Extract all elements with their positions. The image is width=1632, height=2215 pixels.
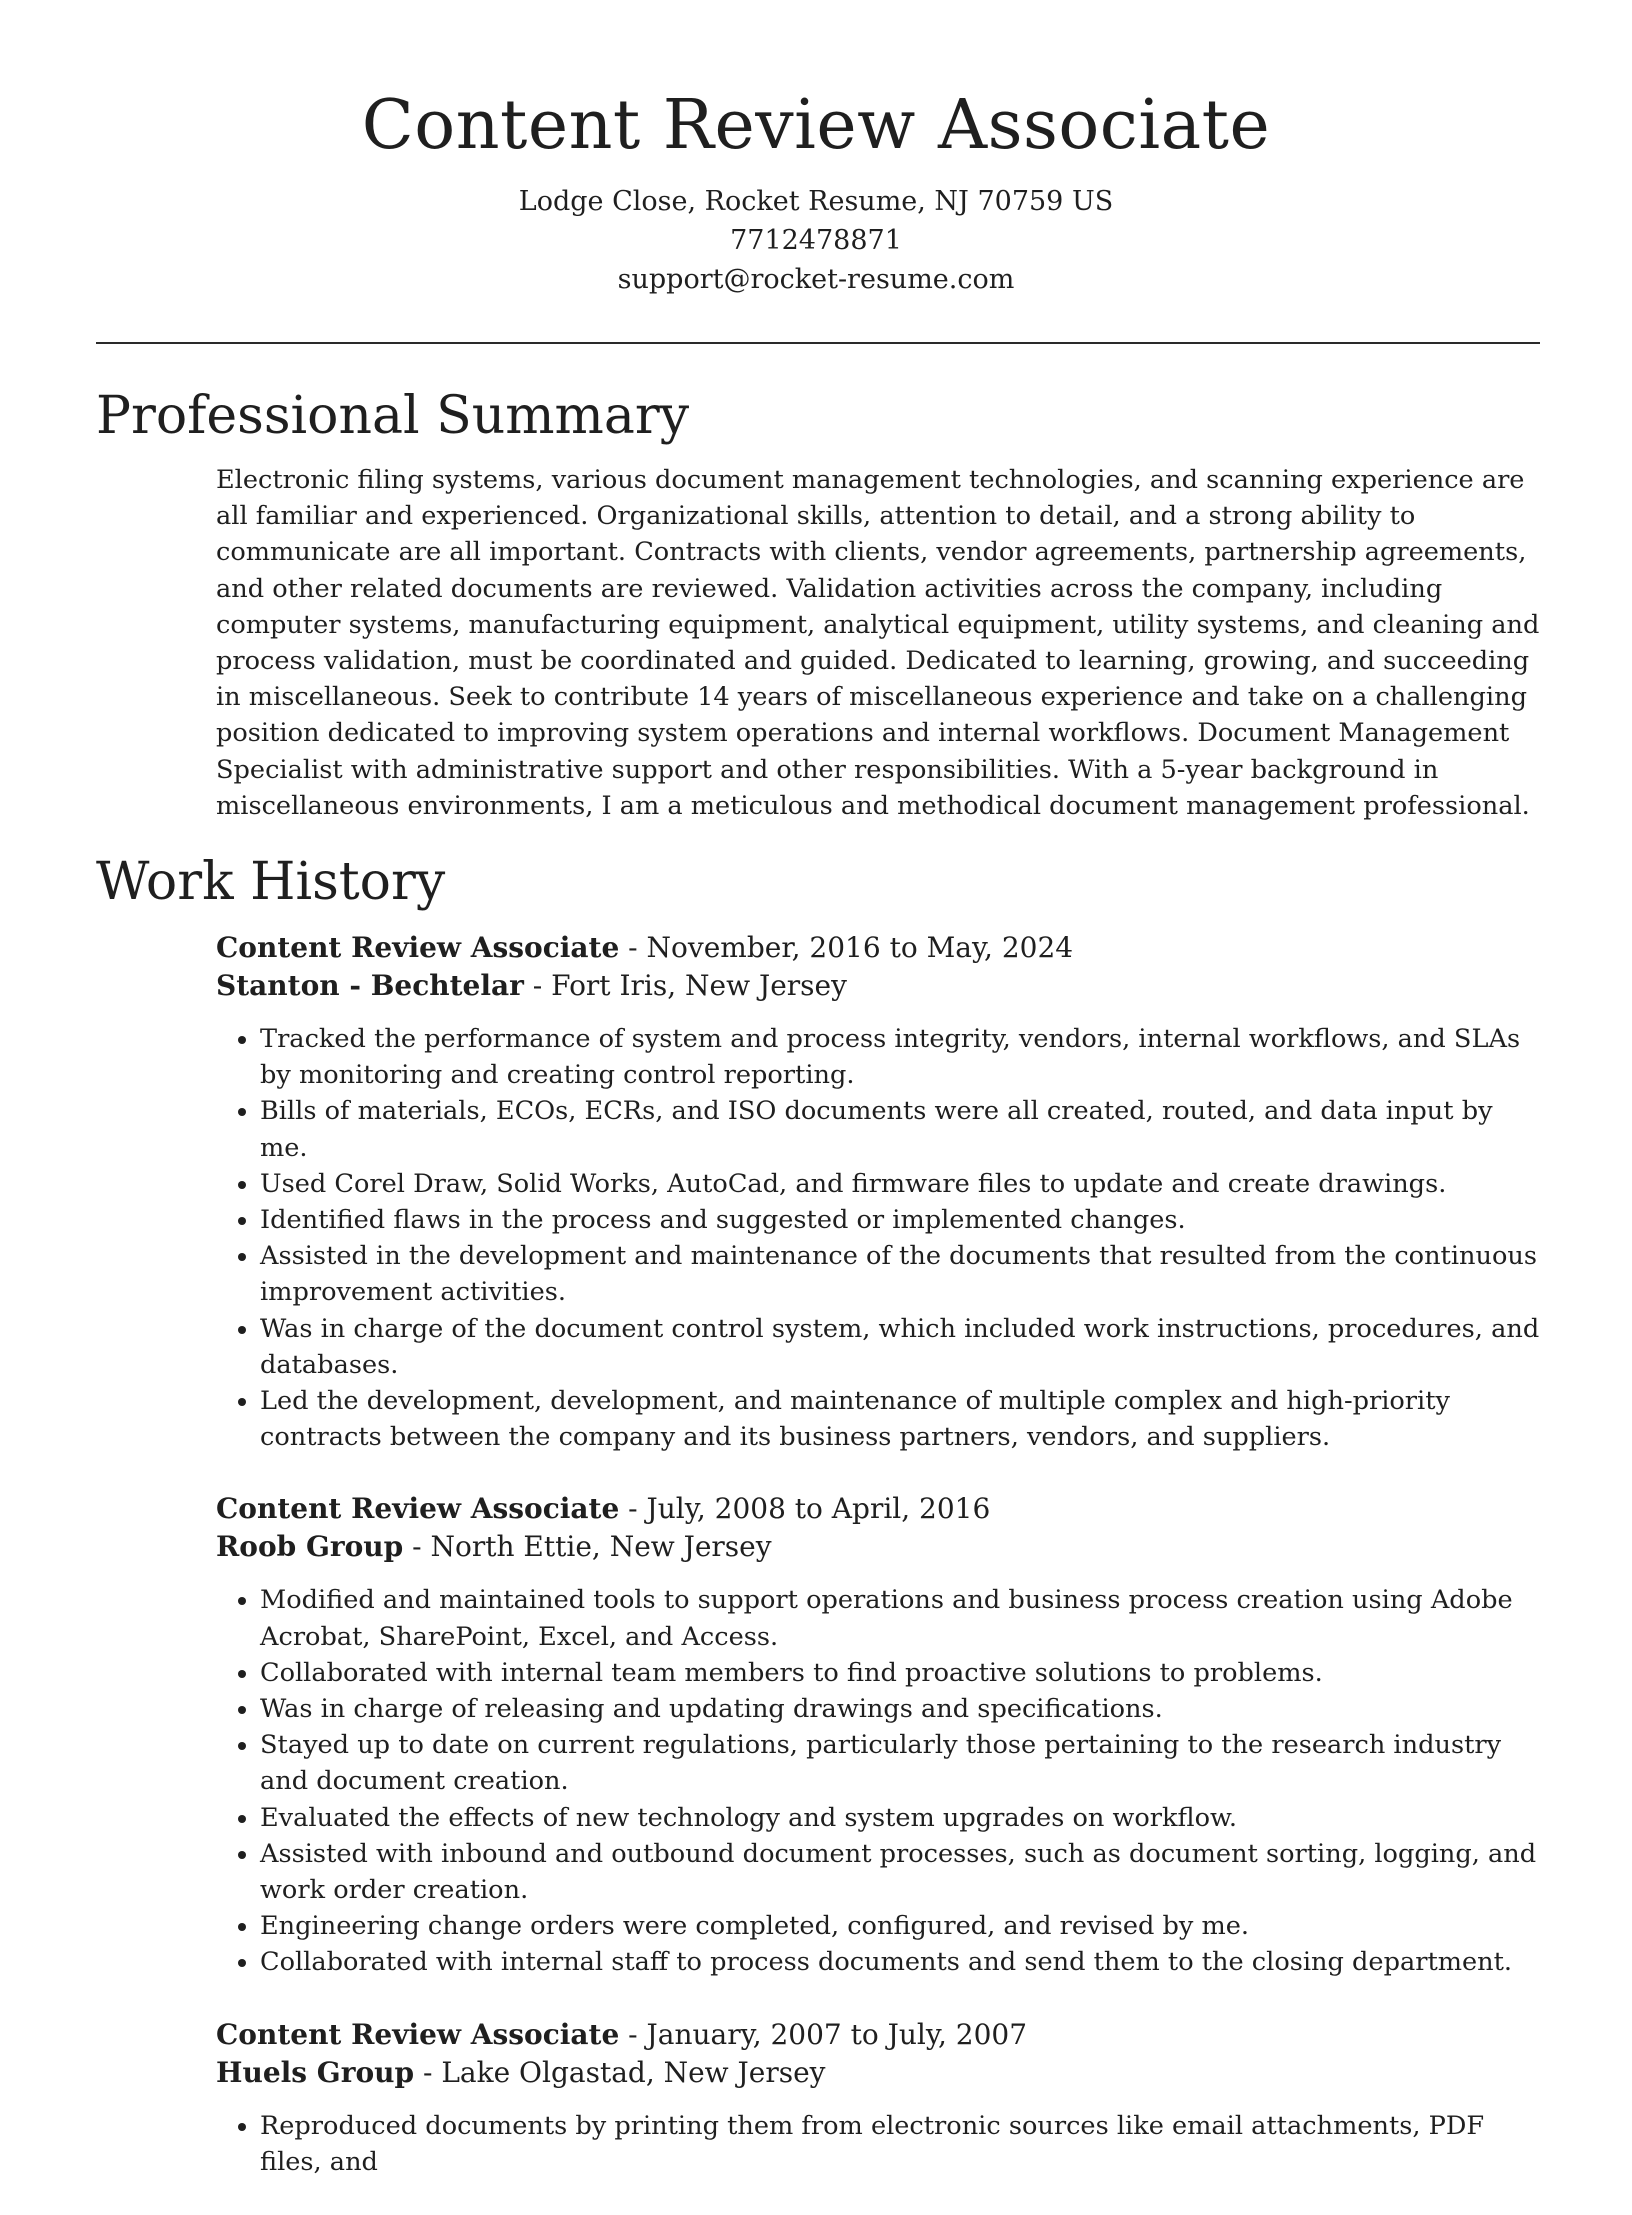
summary-heading: Professional Summary (96, 386, 690, 446)
candidate-name: Content Review Associate (361, 86, 1271, 165)
job-title-line (216, 2016, 1544, 2054)
work-history-heading: Work History (96, 852, 446, 912)
job-title: Content Review Associate (216, 931, 620, 964)
job-dates: - January, 2007 to July, 2007 (619, 2017, 1028, 2051)
job-bullet: • Tracked the performance of system and process integrity, vendors, internal workflows, and SLAs by monitoring and creating control reporting. (260, 1021, 1544, 1093)
contact-phone: 7712478871 (730, 225, 902, 256)
job-title-line (216, 1490, 1544, 1528)
job-bullet: • Identified flaws in the process and suggested or implemented changes. (260, 1202, 1544, 1238)
job-company: Huels Group (216, 2055, 415, 2089)
job-bullet: • Used Corel Draw, Solid Works, AutoCad, and firmware files to update and create drawings. (260, 1166, 1544, 1202)
job-bullet: • Led the development, development, and maintenance of multiple complex and high-priority contracts between the company and its business partners, vendors, and suppliers. (260, 1383, 1544, 1455)
job-company-line (216, 1528, 1544, 1566)
work-history-list (216, 929, 1544, 2215)
job-bullet: • Engineering change orders were completed, configured, and revised by me. (260, 1908, 1544, 1944)
job-bullet-list (216, 2108, 1544, 2180)
job-title: Content Review Associate (216, 1492, 620, 1526)
job-company-line (216, 2054, 1544, 2092)
job-dates: - November, 2016 to May, 2024 (619, 931, 1074, 964)
job-bullet: • Bills of materials, ECOs, ECRs, and ISO documents were all created, routed, and data input by me. (260, 1093, 1544, 1165)
job-bullet: • Stayed up to date on current regulations, particularly those pertaining to the research industry and document creation. (260, 1727, 1544, 1799)
job-entry (216, 929, 1544, 1455)
contact-address: Lodge Close, Rocket Resume, NJ 70759 US (518, 186, 1114, 217)
job-title-line (216, 929, 1544, 967)
job-company: Stanton - Bechtelar (216, 969, 524, 1002)
job-bullet: • Evaluated the effects of new technology and system upgrades on workflow. (260, 1800, 1544, 1836)
job-company: Roob Group (216, 1530, 404, 1564)
header-divider (96, 342, 1540, 344)
job-location: - Fort Iris, New Jersey (523, 969, 847, 1002)
job-bullet: • Assisted with inbound and outbound document processes, such as document sorting, logging, and work order creation. (260, 1836, 1544, 1908)
job-bullet: • Was in charge of releasing and updating drawings and specifications. (260, 1691, 1544, 1727)
job-bullet: • Modified and maintained tools to support operations and business process creation using Adobe Acrobat, SharePoint, Excel, and Access. (260, 1582, 1544, 1654)
contact-email: support@rocket-resume.com (617, 264, 1015, 295)
job-bullet: • Reproduced documents by printing them from electronic sources like email attachments, PDF files, and (260, 2108, 1544, 2180)
job-entry (216, 2016, 1544, 2180)
job-title: Content Review Associate (216, 2017, 620, 2051)
job-bullet: • Was in charge of the document control system, which included work instructions, procedures, and databases. (260, 1311, 1544, 1383)
job-bullet-list (216, 1582, 1544, 1980)
job-location: - North Ettie, New Jersey (403, 1530, 772, 1564)
summary-text: Electronic filing systems, various document management technologies, and scanning experience are all familiar and experienced. Organizational skills, attention to detail, and a strong ability to communicate are all important. Contracts with clients, vendor agreements, partnership agreements, and other related documents are reviewed. Validation activities across the company, including computer systems, manufacturing equipment, analytical equipment, utility systems, and cleaning and process validation, must be coordinated and guided. Dedicated to learning, growing, and succeeding in miscellaneous. Seek to contribute 14 years of miscellaneous experience and take on a challenging position dedicated to improving system operations and internal workflows. Document Management Specialist with administrative support and other responsibilities. With a 5-year background in miscellaneous environments, I am a meticulous and methodical document management professional. (216, 465, 1540, 821)
job-bullet: • Collaborated with internal team members to find proactive solutions to problems. (260, 1655, 1544, 1691)
job-bullet: • Collaborated with internal staff to process documents and send them to the closing department. (260, 1944, 1544, 1980)
job-bullet-list (216, 1021, 1544, 1455)
job-dates: - July, 2008 to April, 2016 (619, 1492, 991, 1526)
job-entry (216, 1490, 1544, 1980)
job-company-line (216, 967, 1544, 1005)
job-location: - Lake Olgastad, New Jersey (414, 2055, 826, 2089)
job-bullet: • Assisted in the development and maintenance of the documents that resulted from the continuous improvement activities. (260, 1238, 1544, 1310)
resume-header (0, 84, 1632, 299)
